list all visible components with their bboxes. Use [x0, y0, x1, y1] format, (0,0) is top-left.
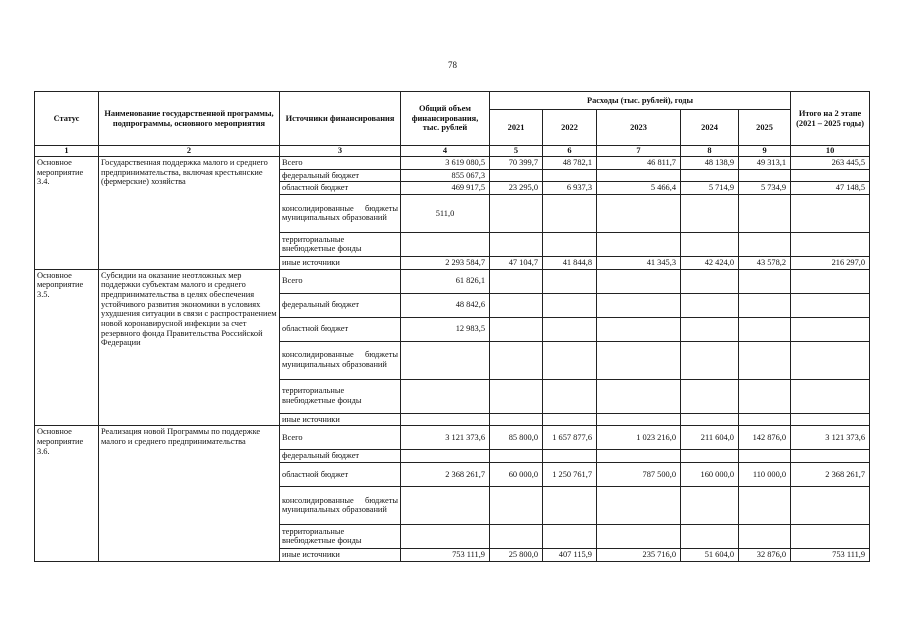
header-stage-total: Итого на 2 этапе (2021 – 2025 годы): [791, 92, 870, 146]
year-value-cell: [543, 341, 597, 379]
stage-total-cell: 263 445,5: [791, 157, 870, 170]
year-value-cell: [739, 293, 791, 317]
year-value-cell: [490, 293, 543, 317]
total-cell: [401, 341, 490, 379]
year-value-cell: [597, 232, 681, 256]
year-value-cell: [681, 341, 739, 379]
year-value-cell: [597, 341, 681, 379]
column-index: 7: [597, 146, 681, 157]
stage-total-cell: [791, 524, 870, 548]
measure-name-cell: Государственная поддержка малого и среднего предпринимательства, включая крестьянские (фермерские) хозяйства: [99, 157, 280, 270]
header-sources: Источники финансирования: [280, 92, 401, 146]
year-value-cell: [681, 413, 739, 426]
status-cell: Основное мероприятие 3.6.: [35, 426, 99, 561]
year-value-cell: [490, 413, 543, 426]
year-value-cell: 5 466,4: [597, 182, 681, 195]
year-value-cell: [681, 194, 739, 232]
year-value-cell: 49 313,1: [739, 157, 791, 170]
total-cell: 61 826,1: [401, 269, 490, 293]
stage-total-cell: 47 148,5: [791, 182, 870, 195]
year-value-cell: [681, 317, 739, 341]
year-value-cell: [681, 486, 739, 524]
year-value-cell: [739, 169, 791, 182]
year-value-cell: [543, 450, 597, 463]
year-value-cell: [597, 293, 681, 317]
year-value-cell: [739, 413, 791, 426]
year-value-cell: 43 578,2: [739, 256, 791, 269]
source-cell: федеральный бюджет: [280, 293, 401, 317]
year-value-cell: 51 604,0: [681, 548, 739, 561]
page-number: 78: [448, 60, 457, 70]
year-value-cell: [543, 524, 597, 548]
header-name: Наименование государственной программы, подпрограммы, основного мероприятия: [99, 92, 280, 146]
year-value-cell: [739, 232, 791, 256]
year-value-cell: 41 345,3: [597, 256, 681, 269]
column-index: 8: [681, 146, 739, 157]
header-year: 2025: [739, 110, 791, 146]
total-cell: 3 121 373,6: [401, 426, 490, 450]
year-value-cell: [543, 194, 597, 232]
year-value-cell: [739, 194, 791, 232]
year-value-cell: 85 800,0: [490, 426, 543, 450]
year-value-cell: 47 104,7: [490, 256, 543, 269]
total-cell: 3 619 080,5: [401, 157, 490, 170]
total-cell: 12 983,5: [401, 317, 490, 341]
year-value-cell: [543, 486, 597, 524]
header-year: 2024: [681, 110, 739, 146]
stage-total-cell: [791, 379, 870, 413]
table-row: [35, 426, 870, 450]
year-value-cell: [543, 269, 597, 293]
source-cell: консолидированные бюджеты муниципальных образований: [280, 194, 401, 232]
source-cell: консолидированные бюджеты муниципальных образований: [280, 486, 401, 524]
source-cell: федеральный бюджет: [280, 169, 401, 182]
column-index: 1: [35, 146, 99, 157]
source-cell: территориальные внебюджетные фонды: [280, 379, 401, 413]
source-cell: Всего: [280, 269, 401, 293]
year-value-cell: 142 876,0: [739, 426, 791, 450]
column-index: 5: [490, 146, 543, 157]
year-value-cell: 60 000,0: [490, 462, 543, 486]
year-value-cell: [490, 379, 543, 413]
stage-total-cell: [791, 194, 870, 232]
year-value-cell: [543, 169, 597, 182]
total-cell: [401, 486, 490, 524]
year-value-cell: [490, 232, 543, 256]
table-row: [35, 269, 870, 293]
year-value-cell: [543, 413, 597, 426]
status-cell: Основное мероприятие 3.5.: [35, 269, 99, 426]
source-cell: территориальные внебюджетные фонды: [280, 524, 401, 548]
financing-table: [34, 91, 870, 562]
source-cell: Всего: [280, 426, 401, 450]
stage-total-cell: 3 121 373,6: [791, 426, 870, 450]
year-value-cell: [490, 450, 543, 463]
year-value-cell: [739, 269, 791, 293]
year-value-cell: [739, 524, 791, 548]
source-cell: территориальные внебюджетные фонды: [280, 232, 401, 256]
year-value-cell: [490, 317, 543, 341]
source-cell: областной бюджет: [280, 317, 401, 341]
header-expenses: Расходы (тыс. рублей), годы: [490, 92, 791, 110]
year-value-cell: 48 138,9: [681, 157, 739, 170]
stage-total-cell: [791, 232, 870, 256]
year-value-cell: [681, 232, 739, 256]
year-value-cell: 160 000,0: [681, 462, 739, 486]
year-value-cell: 32 876,0: [739, 548, 791, 561]
year-value-cell: 235 716,0: [597, 548, 681, 561]
year-value-cell: 5 714,9: [681, 182, 739, 195]
total-cell: [401, 379, 490, 413]
total-cell: [401, 232, 490, 256]
stage-total-cell: 216 297,0: [791, 256, 870, 269]
year-value-cell: [543, 379, 597, 413]
total-cell: 753 111,9: [401, 548, 490, 561]
year-value-cell: [739, 317, 791, 341]
stage-total-cell: [791, 269, 870, 293]
year-value-cell: [543, 317, 597, 341]
year-value-cell: [681, 293, 739, 317]
year-value-cell: 1 250 761,7: [543, 462, 597, 486]
stage-total-cell: 753 111,9: [791, 548, 870, 561]
header-status: Статус: [35, 92, 99, 146]
year-value-cell: [597, 317, 681, 341]
year-value-cell: [597, 269, 681, 293]
year-value-cell: [597, 450, 681, 463]
year-value-cell: [597, 379, 681, 413]
year-value-cell: 5 734,9: [739, 182, 791, 195]
column-index: 4: [401, 146, 490, 157]
stage-total-cell: 2 368 261,7: [791, 462, 870, 486]
year-value-cell: 1 657 877,6: [543, 426, 597, 450]
year-value-cell: 211 604,0: [681, 426, 739, 450]
stage-total-cell: [791, 293, 870, 317]
stage-total-cell: [791, 169, 870, 182]
year-value-cell: 23 295,0: [490, 182, 543, 195]
measure-name-cell: Реализация новой Программы по поддержке малого и среднего предпринимательства: [99, 426, 280, 561]
column-index: 6: [543, 146, 597, 157]
year-value-cell: [681, 524, 739, 548]
column-index: 10: [791, 146, 870, 157]
total-cell: 469 917,5: [401, 182, 490, 195]
year-value-cell: [597, 413, 681, 426]
year-value-cell: [597, 486, 681, 524]
year-value-cell: [597, 169, 681, 182]
year-value-cell: [739, 450, 791, 463]
year-value-cell: 787 500,0: [597, 462, 681, 486]
year-value-cell: [681, 269, 739, 293]
total-cell: [401, 524, 490, 548]
total-cell: 48 842,6: [401, 293, 490, 317]
year-value-cell: [681, 169, 739, 182]
year-value-cell: [543, 232, 597, 256]
source-cell: иные источники: [280, 413, 401, 426]
year-value-cell: [490, 269, 543, 293]
header-year: 2022: [543, 110, 597, 146]
source-cell: иные источники: [280, 256, 401, 269]
total-cell: 511,0: [401, 194, 490, 232]
header-year: 2023: [597, 110, 681, 146]
source-cell: областной бюджет: [280, 182, 401, 195]
year-value-cell: [490, 524, 543, 548]
source-cell: областной бюджет: [280, 462, 401, 486]
year-value-cell: [739, 486, 791, 524]
year-value-cell: [681, 450, 739, 463]
year-value-cell: [543, 293, 597, 317]
total-cell: 855 067,3: [401, 169, 490, 182]
source-cell: Всего: [280, 157, 401, 170]
column-index-row: [35, 146, 870, 157]
year-value-cell: 1 023 216,0: [597, 426, 681, 450]
source-cell: иные источники: [280, 548, 401, 561]
total-cell: 2 368 261,7: [401, 462, 490, 486]
source-cell: консолидированные бюджеты муниципальных образований: [280, 341, 401, 379]
status-cell: Основное мероприятие 3.4.: [35, 157, 99, 270]
table-row: [35, 157, 870, 170]
year-value-cell: 48 782,1: [543, 157, 597, 170]
year-value-cell: 407 115,9: [543, 548, 597, 561]
year-value-cell: 70 399,7: [490, 157, 543, 170]
column-index: 9: [739, 146, 791, 157]
year-value-cell: [490, 194, 543, 232]
year-value-cell: [739, 341, 791, 379]
year-value-cell: [597, 524, 681, 548]
year-value-cell: [490, 486, 543, 524]
year-value-cell: [490, 341, 543, 379]
stage-total-cell: [791, 413, 870, 426]
measure-name-cell: Субсидии на оказание неотложных мер поддержки субъектам малого и среднего предпринимательства в целях обеспечения устойчивого развития экономики в условиях ухудшения ситуации в связи с распространением новой коронавирусной инфекции за счет резервного фонда Правительства Российской Федерации: [99, 269, 280, 426]
header-total: Общий объем финансирования, тыс. рублей: [401, 92, 490, 146]
year-value-cell: 42 424,0: [681, 256, 739, 269]
stage-total-cell: [791, 450, 870, 463]
total-cell: 2 293 584,7: [401, 256, 490, 269]
stage-total-cell: [791, 317, 870, 341]
column-index: 2: [99, 146, 280, 157]
header-year: 2021: [490, 110, 543, 146]
stage-total-cell: [791, 486, 870, 524]
year-value-cell: [739, 379, 791, 413]
year-value-cell: 6 937,3: [543, 182, 597, 195]
year-value-cell: 41 844,8: [543, 256, 597, 269]
year-value-cell: [490, 169, 543, 182]
year-value-cell: [597, 194, 681, 232]
column-index: 3: [280, 146, 401, 157]
year-value-cell: 110 000,0: [739, 462, 791, 486]
year-value-cell: 25 800,0: [490, 548, 543, 561]
year-value-cell: [681, 379, 739, 413]
year-value-cell: 46 811,7: [597, 157, 681, 170]
source-cell: федеральный бюджет: [280, 450, 401, 463]
total-cell: [401, 413, 490, 426]
stage-total-cell: [791, 341, 870, 379]
total-cell: [401, 450, 490, 463]
